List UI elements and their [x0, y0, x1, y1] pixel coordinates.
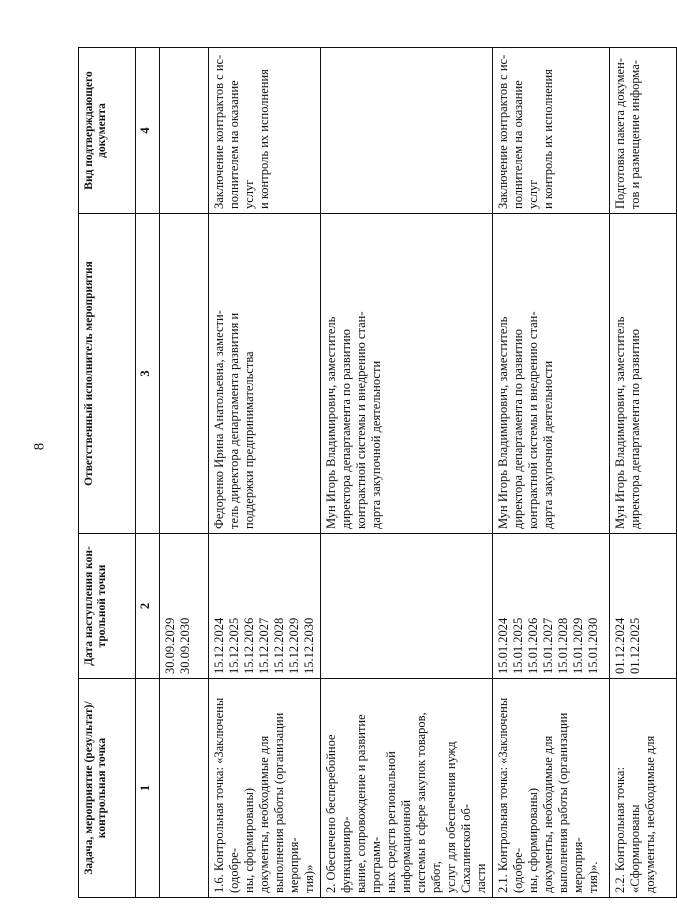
column-number-4: 4: [136, 48, 160, 214]
task-cell-line: ны, сформированы): [526, 787, 540, 893]
date-cell-line: 30.09.2030: [178, 617, 192, 674]
header-date: Дата наступления кон-трольной точки: [79, 534, 136, 679]
task-cell-line: ласти: [474, 863, 488, 893]
header-document: Вид подтверждающего документа: [79, 48, 136, 214]
header-responsible: Ответственный исполнитель мероприятия: [79, 214, 136, 534]
page-number: 8: [31, 442, 48, 451]
task-cell-line: документы, необходимые для: [541, 735, 555, 893]
task-cell-line: 1.6. Контрольная точка: «Заключены (одобре-: [212, 697, 241, 893]
table-row: [160, 48, 209, 898]
date-cell-line: 15.01.2026: [526, 617, 540, 674]
table-row: [321, 48, 493, 898]
task-cell-line: документы, необходимые для: [643, 735, 657, 893]
task-cell: [610, 679, 677, 898]
responsible-cell: [321, 214, 493, 534]
date-cell-line: 15.01.2029: [571, 617, 585, 674]
column-number-2: 2: [136, 534, 160, 679]
task-cell-line: 2.2. Контрольная точка: «Сформированы: [613, 767, 642, 893]
date-cell: [160, 534, 209, 679]
date-cell-line: 15.01.2030: [586, 617, 600, 674]
rotated-table-wrapper: [78, 48, 657, 898]
document-cell-line: Заключение контрактов с ис-: [212, 54, 226, 209]
task-cell-line: тия)»: [302, 864, 316, 893]
responsible-cell-line: контрактной системы и внедрению стан-: [354, 311, 368, 529]
task-cell: [321, 679, 493, 898]
responsible-cell-line: Мун Игорь Владимирович, заместитель: [496, 316, 510, 529]
document-cell-line: Подготовка пакета докумен-: [613, 58, 627, 209]
document-cell-line: и контроль их исполнения: [257, 69, 271, 209]
document-cell-line: и контроль их исполнения: [541, 69, 555, 209]
date-cell: [610, 534, 677, 679]
table-row: [610, 48, 677, 898]
responsible-cell-line: поддержки предпринимательства: [242, 351, 256, 529]
task-cell-line: системы в сфере закупок товаров, работ,: [414, 712, 443, 893]
date-cell-line: 15.01.2027: [541, 617, 555, 674]
date-cell-line: 15.12.2026: [242, 617, 256, 674]
column-number-3: 3: [136, 214, 160, 534]
document-cell-line: Заключение контрактов с ис-: [496, 54, 510, 209]
header-task: Задача, мероприятие (результат)/контрольная точка: [79, 679, 136, 898]
date-cell: [493, 534, 610, 679]
date-cell-line: 01.12.2025: [628, 617, 642, 674]
task-cell-line: ны, сформированы): [242, 787, 256, 893]
responsible-cell-line: Федоренко Ирина Анатольевна, замести-: [212, 310, 226, 529]
document-cell-line: тов и размещение информа-: [628, 60, 642, 209]
date-cell: [209, 534, 321, 679]
date-cell-line: 15.01.2024: [496, 617, 510, 674]
date-cell-line: 01.12.2024: [613, 617, 627, 674]
responsible-cell-line: директора департамента по развитию: [628, 329, 642, 529]
document-cell: [209, 48, 321, 214]
responsible-cell: [610, 214, 677, 534]
responsible-cell-line: директора департамента по развитию: [339, 329, 353, 529]
responsible-cell: [160, 214, 209, 534]
date-cell-line: 30.09.2029: [163, 617, 177, 674]
responsible-cell-line: Мун Игорь Владимирович, заместитель: [613, 316, 627, 529]
date-cell-line: 15.12.2025: [227, 617, 241, 674]
date-cell-line: 15.12.2024: [212, 617, 226, 674]
responsible-cell-line: контрактной системы и внедрению стан-: [526, 311, 540, 529]
task-cell-line: документы, необходимые для: [257, 735, 271, 893]
task-cell-line: услуг для обеспечения нужд Сахалинской об-: [444, 741, 473, 893]
task-cell: [209, 679, 321, 898]
document-cell: [321, 48, 493, 214]
task-cell-line: выполнения работы (организации мероприя-: [556, 712, 585, 893]
task-cell-line: вание, сопровождение и развитие программ-: [354, 714, 383, 893]
date-cell-line: 15.12.2029: [287, 617, 301, 674]
responsible-cell-line: тель директора департамента развития и: [227, 312, 241, 529]
column-number-row: [136, 48, 160, 898]
document-cell-line: полнителем на оказание услуг: [511, 80, 540, 209]
date-cell-line: 15.01.2025: [511, 617, 525, 674]
column-number-1: 1: [136, 679, 160, 898]
task-cell-line: выполнения работы (организации мероприя-: [272, 712, 301, 893]
task-cell-line: 2.1. Контрольная точка: «Заключены (одобре-: [496, 697, 525, 893]
table-row: [493, 48, 610, 898]
document-cell-line: полнителем на оказание услуг: [227, 80, 256, 209]
task-cell-line: тия)».: [586, 861, 600, 893]
responsible-cell-line: директора департамента по развитию: [511, 329, 525, 529]
document-cell: [610, 48, 677, 214]
document-cell: [160, 48, 209, 214]
task-cell-line: ных средств региональной информационной: [384, 751, 413, 893]
table-row: [209, 48, 321, 898]
document-cell: [493, 48, 610, 214]
task-cell-line: 2. Обеспечено бесперебойное функциониро-: [324, 734, 353, 893]
date-cell-line: 15.12.2027: [257, 617, 271, 674]
date-cell-line: 15.01.2028: [556, 617, 570, 674]
responsible-cell-line: дарта закупочной деятельности: [541, 360, 555, 529]
responsible-cell-line: Мун Игорь Владимирович, заместитель: [324, 316, 338, 529]
table-header-row: [79, 48, 136, 898]
task-cell: [493, 679, 610, 898]
date-cell: [321, 534, 493, 679]
control-points-table: [78, 47, 677, 898]
date-cell-line: 15.12.2028: [272, 617, 286, 674]
responsible-cell: [209, 214, 321, 534]
responsible-cell-line: дарта закупочной деятельности: [369, 360, 383, 529]
date-cell-line: 15.12.2030: [302, 617, 316, 674]
responsible-cell: [493, 214, 610, 534]
task-cell: [160, 679, 209, 898]
